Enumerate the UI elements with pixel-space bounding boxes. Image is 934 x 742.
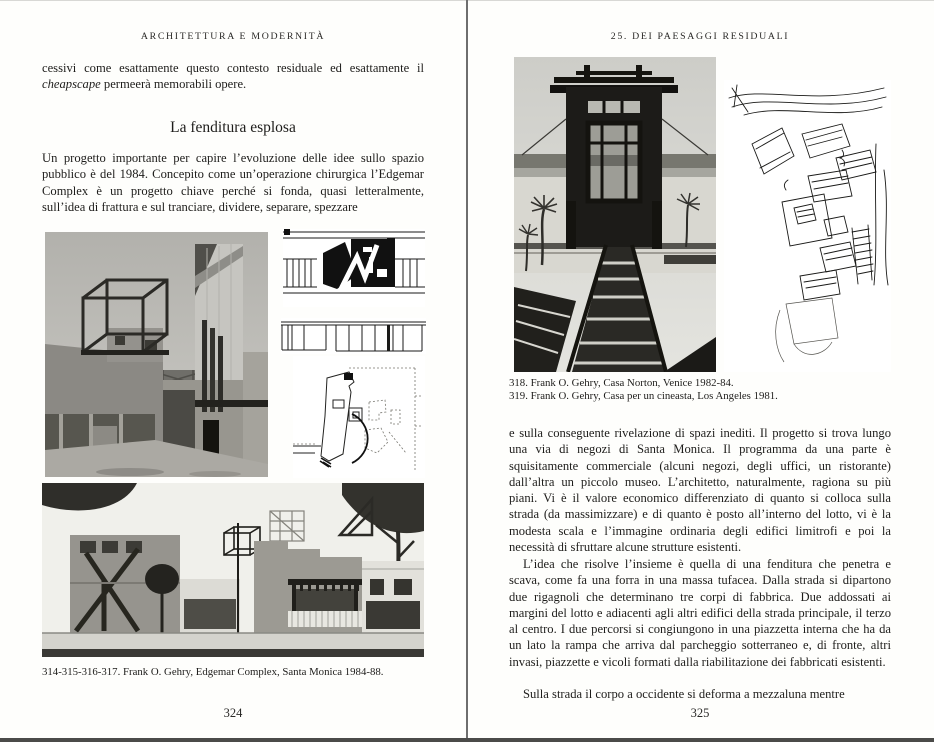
running-head-right: 25. DEI PAESAGGI RESIDUALI [610,31,790,42]
paragraph-program: e sulla conseguente rivelazione di spazi inediti. Il progetto si trova lungo una via di negozi di Santa Monica. Il programma da una parte è squisitamente commerciale (alcuni negozi, degli uffici, un ristorante) dall’altra un piccolo museo. L’architetto, naturalmente, ragiona su più piani. Vi è il valore economico differenziato di quanto si colloca sulla strada (da massimizzare) e di quanto è posto all’interno del lotto, vi è la modesta scala e l’immagine ordinaria degli edifici limitrofi e poi la necessità di sfruttare alcune strutture esistenti. [509,426,891,555]
paragraph-continuation-italic-term: cheapscape [42,77,101,92]
page-right [468,0,934,742]
page-number-right: 325 [690,706,710,720]
edgemar-figure-ground-plan [283,229,425,307]
page-left [0,0,466,742]
paragraph-continuation-pre: cessivi come esattamente questo contesto residuale ed esattamente il [42,61,424,75]
section-heading: La fenditura esplosa [170,119,296,136]
running-head-left: ARCHITETTURA E MODERNITÀ [140,31,326,42]
paragraph-continuation-post: permeerà memorabili opere. [100,77,247,92]
caption-casa-norton: 318. Frank O. Gehry, Casa Norton, Venice 1982-84. [509,377,734,389]
paragraph-mezzaluna: Sulla strada il corpo a occidente si deforma a mezzaluna mentre [523,687,845,701]
edgemar-site-plan [293,356,425,478]
cineasta-sketch [724,80,891,372]
paragraph-continuation [42,60,424,93]
casa-norton-photo [514,57,716,372]
paragraph-fenditura: L’idea che risolve l’insieme è quella di una fenditura che penetra e scava, come fa una forra in una massa tufacea. Dalla strada si dipartono due rigagnoli che determinano tre corpi di fabbrica. Due addossati ai margini del lotto e adiacenti agli altri edifici della strada principale, il terzo al centro. I due percorsi si congiungono in una piazzetta interna che ha da un lato la rampa che arriva dal parcheggio sotterraneo e, di fronte, altri invasi, piazzette e vicoli formati dalla riabilitazione dei fabbricati esistenti. [509,557,891,669]
page-bottom-edge [0,738,934,742]
edgemar-courtyard-photo [45,232,268,477]
caption-edgemar: 314-315-316-317. Frank O. Gehry, Edgemar Complex, Santa Monica 1984-88. [42,666,384,678]
edgemar-elevation-drawing [281,318,426,354]
caption-casa-cineasta: 319. Frank O. Gehry, Casa per un cineasta, Los Angeles 1981. [509,390,778,402]
page-number-left: 324 [223,706,243,720]
paragraph-intro: Un progetto importante per capire l’evoluzione delle idee sullo spazio pubblico è del 1984. Concepito come un’operazione chirurgica l’Edgemar Complex è un progetto chiave perché si fonda, quasi letteralmente, sull’idea di frattura e sul tranciare, dividere, separare, spezzare [42,151,424,214]
edgemar-street-photo [42,483,424,657]
